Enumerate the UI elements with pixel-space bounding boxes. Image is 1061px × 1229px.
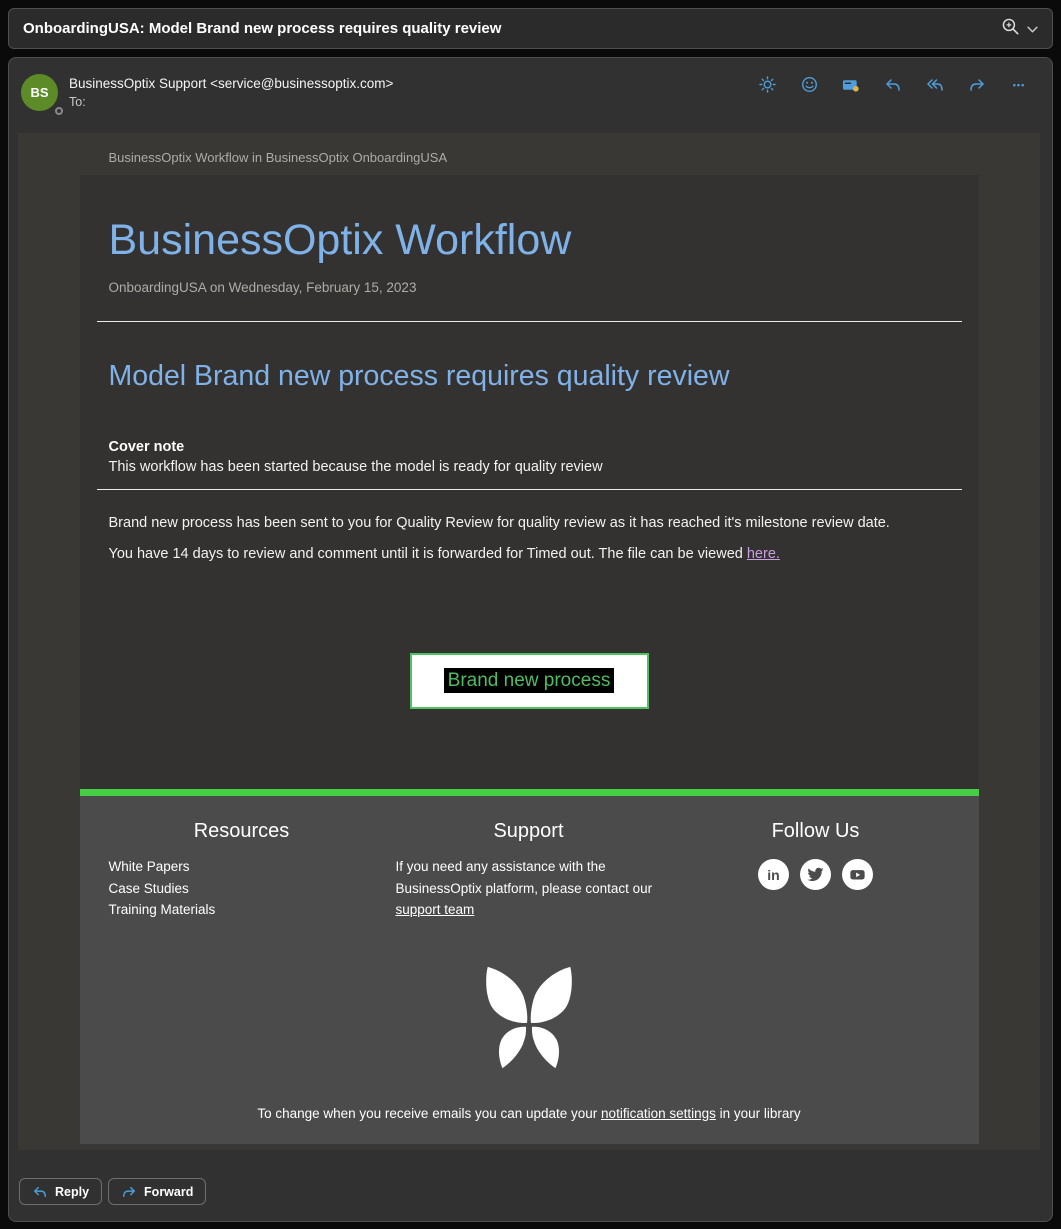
action-row: [19, 1178, 206, 1205]
social-icons-row: [726, 859, 906, 890]
twitter-icon[interactable]: [800, 859, 831, 890]
support-text: [396, 856, 662, 921]
divider: [97, 489, 962, 490]
reply-icon[interactable]: [884, 76, 902, 93]
chevron-down-icon[interactable]: [1027, 20, 1038, 38]
support-text-prefix: If you need any assistance with the BusinessOptix platform, please contact our: [395, 859, 653, 896]
presence-status-icon: [55, 107, 63, 115]
message-toolbar: [758, 76, 1028, 93]
notification-note-prefix: To change when you receive emails you can update your: [257, 1105, 602, 1121]
subject-bar: [8, 8, 1053, 49]
notification-settings-link[interactable]: notification settings: [601, 1105, 716, 1121]
resources-link-case-studies[interactable]: Case Studies: [108, 880, 189, 896]
reaction-smiley-icon[interactable]: [800, 76, 818, 93]
view-file-link[interactable]: here.: [746, 546, 780, 562]
linkedin-icon[interactable]: in: [758, 859, 789, 890]
sender-block: [69, 76, 393, 109]
sender-name[interactable]: BusinessOptix Support <service@businessoptix.com>: [69, 76, 394, 91]
avatar-initials: BS: [21, 74, 58, 111]
resources-list: [109, 856, 375, 921]
resources-title: Resources: [193, 820, 290, 842]
follow-us-title: Follow Us: [771, 820, 860, 842]
email-breadcrumb: BusinessOptix Workflow in BusinessOptix OnboardingUSA: [108, 150, 448, 165]
email-title: BusinessOptix Workflow: [108, 216, 572, 264]
email-heading: Model Brand new process requires quality review: [108, 360, 730, 392]
reply-all-icon[interactable]: [926, 76, 944, 93]
footer-columns: [80, 818, 979, 921]
magnifier-plus-icon[interactable]: [1001, 17, 1020, 41]
cover-note-text: This workflow has been started because the model is ready for quality review: [108, 459, 603, 475]
email-subject: OnboardingUSA: Model Brand new process requires quality review: [23, 20, 502, 37]
green-divider-bar: [80, 789, 979, 796]
cover-note-label: Cover note: [108, 439, 185, 455]
email-body-canvas: [18, 133, 1040, 1150]
youtube-icon[interactable]: [842, 859, 873, 890]
body-paragraph: [109, 546, 950, 563]
footer-follow-column: [726, 818, 906, 921]
support-team-link[interactable]: support team: [395, 902, 475, 917]
message-header: [9, 58, 1052, 133]
email-date-line: OnboardingUSA on Wednesday, February 15, 2023: [108, 280, 417, 295]
mark-unread-note-icon[interactable]: [842, 76, 860, 93]
to-label[interactable]: To:: [69, 95, 86, 109]
forward-button[interactable]: [108, 1178, 206, 1205]
process-button[interactable]: [410, 653, 649, 709]
resources-link-white-papers[interactable]: White Papers: [108, 859, 190, 874]
process-button-label: Brand new process: [444, 668, 615, 693]
footer-resources-column: [109, 818, 375, 921]
footer-support-column: [396, 818, 662, 921]
support-title: Support: [493, 820, 564, 842]
zoom-control[interactable]: [1001, 17, 1038, 41]
email-content-card: [80, 175, 979, 789]
reply-button[interactable]: [19, 1178, 102, 1205]
reply-button-label: Reply: [55, 1184, 90, 1199]
forward-icon[interactable]: [968, 76, 986, 93]
body-paragraph-text: You have 14 days to review and comment until it is forwarded for Timed out. The file can be viewed: [108, 546, 747, 562]
light-mode-sun-icon[interactable]: [758, 76, 776, 93]
forward-button-label: Forward: [144, 1184, 194, 1199]
divider: [97, 321, 962, 322]
more-options-icon[interactable]: •••: [1012, 79, 1026, 90]
process-button-row: [109, 653, 950, 709]
businessoptix-butterfly-logo: [465, 961, 593, 1075]
notification-note-suffix: in your library: [715, 1105, 801, 1121]
email-footer: [80, 796, 979, 1144]
sender-avatar[interactable]: [21, 74, 58, 111]
resources-link-training-materials[interactable]: Training Materials: [108, 902, 216, 917]
notification-note: [80, 1105, 979, 1122]
message-card: [8, 57, 1053, 1222]
spacer: [109, 709, 950, 789]
body-paragraph: Brand new process has been sent to you for Quality Review for quality review as it has reached it's milestone review date.: [108, 515, 890, 531]
